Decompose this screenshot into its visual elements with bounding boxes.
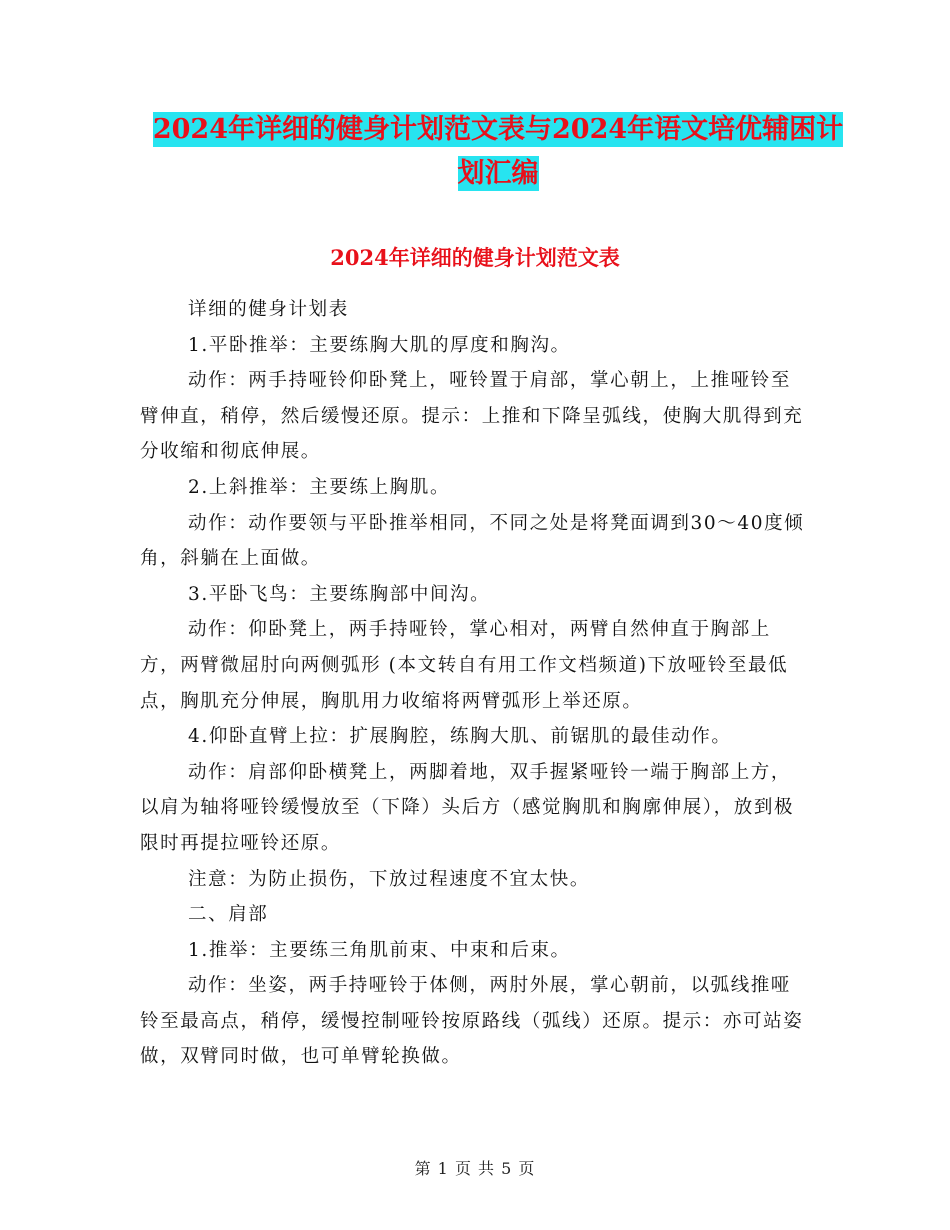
paragraph: 动作：两手持哑铃仰卧凳上，哑铃置于肩部，掌心朝上，上推哑铃至臂伸直，稍停，然后缓慢还原。提示：上推和下降呈弧线，使胸大肌得到充分收缩和彻底伸展。 [140, 370, 804, 463]
paragraph: 动作：肩部仰卧横凳上，两脚着地，双手握紧哑铃一端于胸部上方，以肩为轴将哑铃缓慢放至（下降）头后方（感觉胸肌和胸廓伸展），放到极限时再提拉哑铃还原。 [140, 761, 795, 854]
document-title [140, 108, 856, 196]
section-title: 2024年详细的健身计划范文表 [330, 245, 620, 270]
paragraph: 动作：动作要领与平卧推举相同，不同之处是将凳面调到30～40度倾角，斜躺在上面做。 [140, 512, 805, 570]
paragraph: 1.推举：主要练三角肌前束、中束和后束。 [188, 939, 571, 961]
paragraph: 4.仰卧直臂上拉：扩展胸腔，练胸大肌、前锯肌的最佳动作。 [188, 726, 732, 748]
document-title-text: 2024年详细的健身计划范文表与2024年语文培优辅困计划汇编 [152, 114, 844, 189]
paragraph: 3.平卧飞鸟：主要练胸部中间沟。 [188, 583, 491, 605]
paragraph: 二、肩部 [188, 904, 269, 926]
paragraph: 2.上斜推举：主要练上胸肌。 [188, 476, 451, 498]
document-body [140, 292, 810, 1075]
paragraph: 动作：仰卧凳上，两手持哑铃，掌心相对，两臂自然伸直于胸部上方，两臂微屈肘向两侧弧形 (本文转自有用工作文档频道)下放哑铃至最低点，胸肌充分伸展，胸肌用力收缩将两臂弧形上举还原。 [140, 619, 789, 712]
paragraph: 详细的健身计划表 [188, 299, 349, 320]
paragraph: 注意：为防止损伤，下放过程速度不宜太快。 [188, 868, 591, 890]
paragraph: 1.平卧推举：主要练胸大肌的厚度和胸沟。 [188, 334, 571, 356]
page-footer: 第 1 页 共 5 页 [414, 1159, 536, 1178]
paragraph: 动作：坐姿，两手持哑铃于体侧，两肘外展，掌心朝前，以弧线推哑铃至最高点，稍停，缓慢控制哑铃按原路线（弧线）还原。提示：亦可站姿做，双臂同时做，也可单臂轮换做。 [140, 975, 804, 1068]
